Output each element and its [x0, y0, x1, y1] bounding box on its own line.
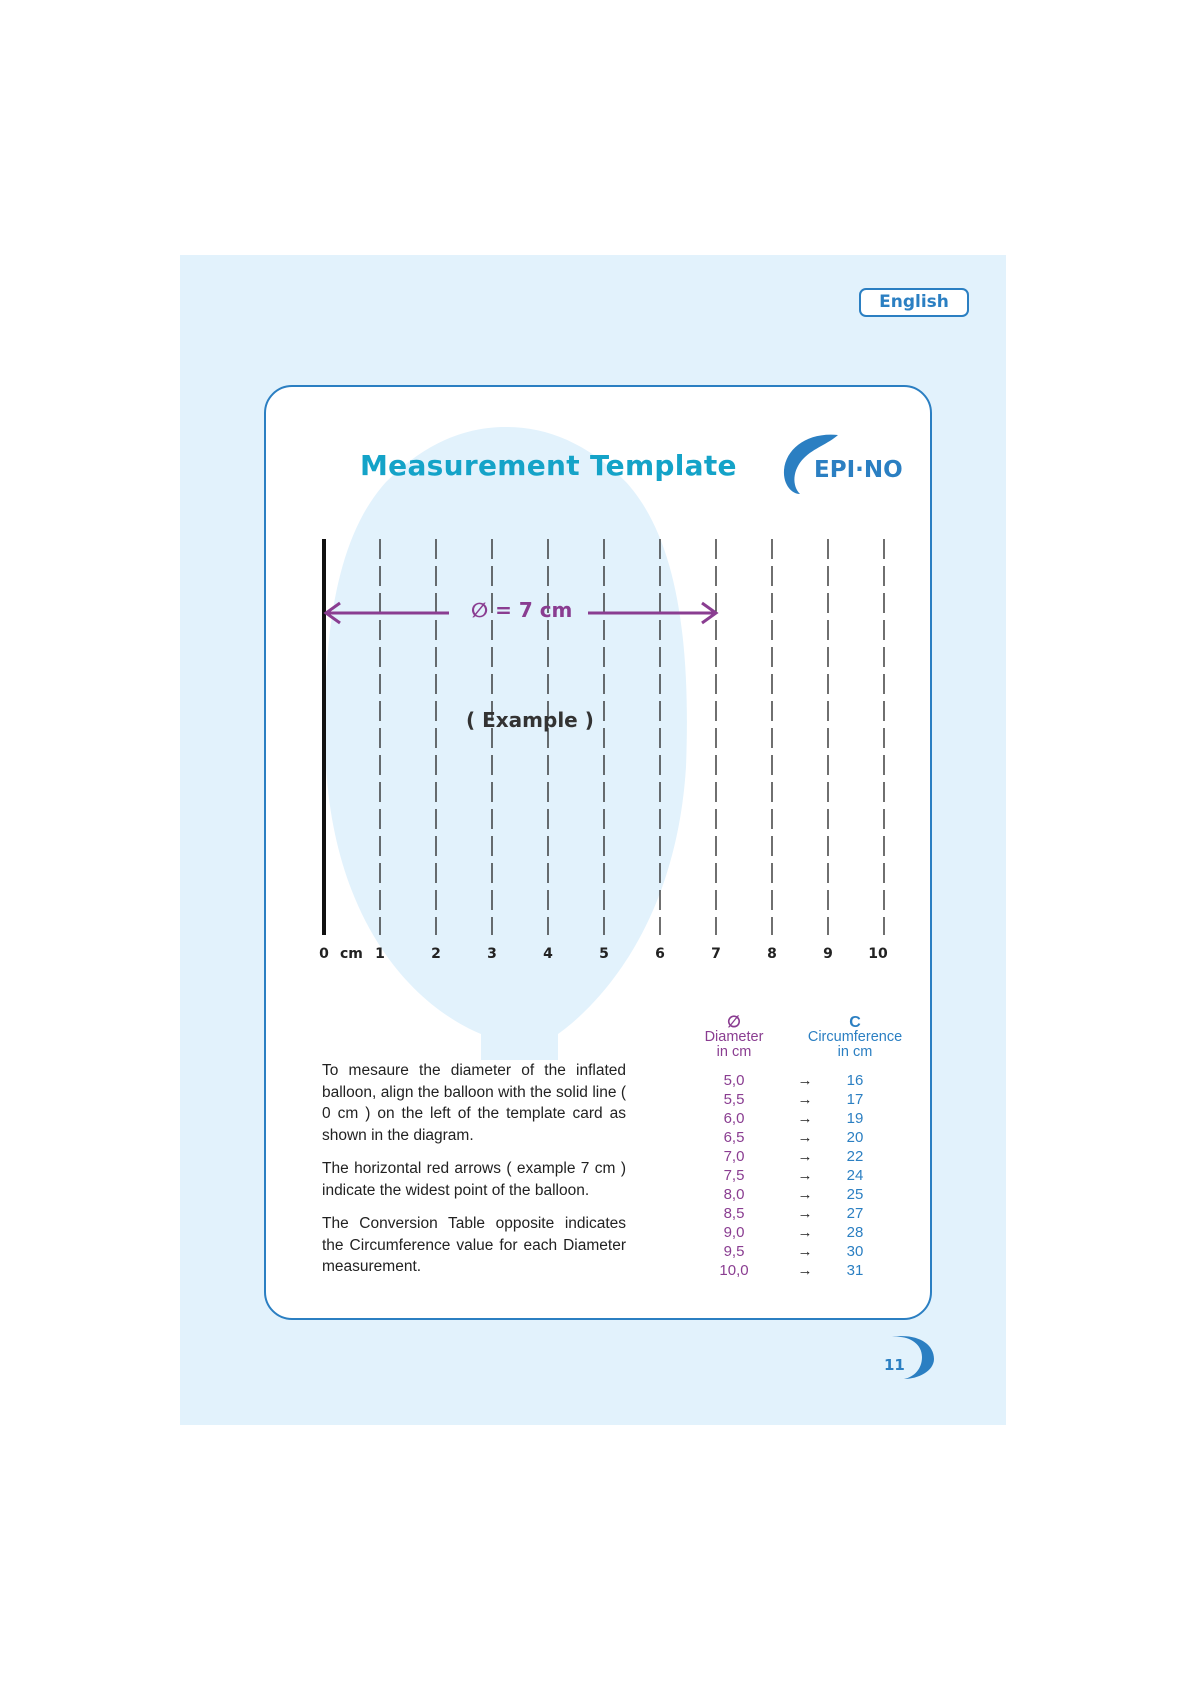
- ruler-tick-label: 9: [823, 946, 833, 962]
- arrow-icon: →: [797, 1072, 813, 1089]
- ruler-tick-label: 0: [319, 946, 329, 962]
- arrow-icon: →: [797, 1148, 813, 1165]
- instructions: [322, 1060, 626, 1290]
- ruler-tick-label: 7: [711, 946, 721, 962]
- diameter-value: 6,5: [723, 1129, 745, 1146]
- circumference-value: 31: [846, 1262, 864, 1279]
- ruler-tick-label: 1: [375, 946, 385, 962]
- table-row: [694, 1262, 914, 1281]
- instruction-paragraph: To mesaure the diameter of the inflated balloon, align the balloon with the solid line ( 0 cm ) on the left of the template card as shown in the diagram.: [322, 1062, 626, 1144]
- diameter-value: 7,5: [723, 1167, 745, 1184]
- diameter-value: 6,0: [723, 1110, 745, 1127]
- arrow-icon: →: [797, 1129, 813, 1146]
- table-row: [694, 1186, 914, 1205]
- ruler-tick-label: 8: [767, 946, 777, 962]
- arrow-icon: →: [797, 1205, 813, 1222]
- diameter-example-label: ∅ = 7 cm: [471, 598, 573, 622]
- diameter-header-line1: Diameter: [704, 1029, 764, 1045]
- table-row: [694, 1148, 914, 1167]
- table-row: [694, 1205, 914, 1224]
- circumference-value: 25: [846, 1186, 864, 1203]
- example-label: ( Example ): [466, 708, 594, 732]
- circumference-value: 30: [846, 1243, 864, 1260]
- circumference-symbol: C: [849, 1014, 861, 1031]
- diameter-header-line2: in cm: [716, 1044, 752, 1060]
- table-row: [694, 1110, 914, 1129]
- diameter-value: 9,5: [723, 1243, 745, 1260]
- epino-logo-text: EPI·NO: [814, 457, 903, 483]
- diameter-value: 5,5: [723, 1091, 745, 1108]
- circumference-header-line1: Circumference: [807, 1029, 903, 1045]
- conversion-rows: [694, 1072, 914, 1281]
- ruler-tick-label: 4: [543, 946, 553, 962]
- arrow-icon: →: [797, 1243, 813, 1260]
- arrow-icon: →: [797, 1186, 813, 1203]
- arrow-icon: →: [797, 1110, 813, 1127]
- circumference-header-line2: in cm: [837, 1044, 873, 1060]
- ruler-tick-label: 10: [868, 946, 888, 962]
- measurement-template-card: [264, 385, 932, 1320]
- circumference-value: 22: [846, 1148, 864, 1165]
- table-row: [694, 1091, 914, 1110]
- diameter-value: 9,0: [723, 1224, 745, 1241]
- ruler-tick-label: 3: [487, 946, 497, 962]
- circumference-value: 19: [846, 1110, 864, 1127]
- instruction-paragraph: The horizontal red arrows ( example 7 cm ) indicate the widest point of the balloon.: [322, 1160, 626, 1199]
- table-row: [694, 1243, 914, 1262]
- circumference-value: 24: [846, 1167, 864, 1184]
- arrow-icon: →: [797, 1167, 813, 1184]
- page-number: 11: [884, 1356, 905, 1374]
- arrow-icon: →: [797, 1224, 813, 1241]
- circumference-value: 27: [846, 1205, 864, 1222]
- diameter-symbol: ∅: [727, 1014, 741, 1031]
- circumference-value: 17: [846, 1091, 864, 1108]
- diameter-value: 8,0: [723, 1186, 745, 1203]
- diameter-value: 8,5: [723, 1205, 745, 1222]
- circumference-value: 28: [846, 1224, 864, 1241]
- table-row: [694, 1072, 914, 1091]
- language-badge: English: [859, 288, 969, 317]
- ruler-tick-label: 2: [431, 946, 441, 962]
- circumference-header: [800, 1015, 910, 1060]
- diameter-value: 10,0: [719, 1262, 749, 1279]
- table-row: [694, 1224, 914, 1243]
- ruler-tick-label: 5: [599, 946, 609, 962]
- table-row: [694, 1129, 914, 1148]
- diameter-header: [694, 1015, 774, 1060]
- arrow-icon: →: [797, 1091, 813, 1108]
- page-title: Measurement Template: [360, 449, 737, 482]
- ruler-tick-label: 6: [655, 946, 665, 962]
- ruler-unit: cm: [340, 946, 363, 962]
- circumference-value: 20: [846, 1129, 864, 1146]
- instruction-paragraph: The Conversion Table opposite indicates the Circumference value for each Diameter measurement.: [322, 1215, 626, 1275]
- diameter-value: 5,0: [723, 1072, 745, 1089]
- diameter-value: 7,0: [723, 1148, 745, 1165]
- table-row: [694, 1167, 914, 1186]
- circumference-value: 16: [846, 1072, 864, 1089]
- arrow-icon: →: [797, 1262, 813, 1279]
